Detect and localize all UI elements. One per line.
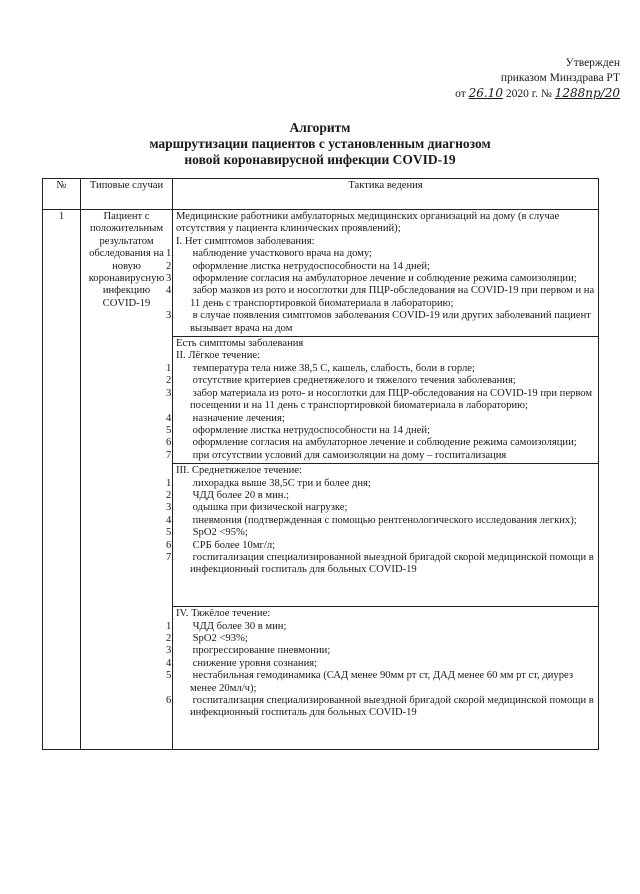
list-item bbox=[166, 489, 595, 502]
handwritten-number: 1288пр/20 bbox=[554, 86, 620, 100]
row-number: 1 bbox=[43, 210, 81, 750]
list-item-text: SpO2 <95%; bbox=[192, 527, 248, 539]
list-item bbox=[166, 670, 595, 695]
block3-heading: III. Среднетяжелое течение: bbox=[176, 465, 302, 477]
list-item-number: 4. bbox=[166, 657, 174, 669]
list-item-number: 4. bbox=[166, 514, 174, 526]
list-item bbox=[166, 412, 595, 425]
list-item-text: в случае появления симптомов заболевания COVID-19 или других заболеваний пациент вызывает врача на дом bbox=[190, 310, 591, 334]
list-item-text: пневмония (подтвержденная с помощью рентгенологического исследования легких); bbox=[192, 514, 577, 526]
list-item-number: 2. bbox=[166, 260, 174, 272]
list-item-text: прогрессирование пневмонии; bbox=[192, 645, 331, 657]
list-item bbox=[166, 551, 595, 577]
list-item-number: 1. bbox=[166, 477, 174, 489]
list-item-number: 4. bbox=[166, 412, 174, 424]
list-item-text: нестабильная гемодинамика (САД менее 90мм рт ст, ДАД менее 60 мм рт ст, диурез менее 20мл/ч); bbox=[190, 670, 574, 694]
list-item-text: отсутствие критериев среднетяжелого и тяжелого течения заболевания; bbox=[192, 375, 516, 387]
approval-line-3 bbox=[420, 86, 620, 102]
list-item-text: лихорадка выше 38,5С три и более дня; bbox=[192, 477, 371, 489]
list-item-text: ЧДД более 20 в мин.; bbox=[192, 489, 290, 501]
table-header-row bbox=[43, 179, 599, 210]
block1-heading: I. Нет симптомов заболевания: bbox=[176, 235, 315, 247]
list-item-text: забор материала из рото- и носоглотки для ПЦР-обследования на COVID-19 при первом посещении и на 11 день с транспортировкой биоматериала в лабораторию; bbox=[190, 387, 593, 412]
block2-list bbox=[166, 362, 595, 462]
list-item-number: 5. bbox=[166, 424, 174, 436]
block3-list bbox=[166, 477, 595, 577]
list-item-text: СРБ более 10мг/л; bbox=[192, 539, 276, 551]
tactic-block-no-symptoms bbox=[166, 210, 599, 337]
routing-table bbox=[42, 178, 599, 750]
list-item-text: назначение лечения; bbox=[192, 412, 285, 424]
list-item-text: забор мазков из рото и носоглотки для ПЦР-обследования на COVID-19 при первом и на 11 день с транспортировкой биоматериала в лабораторию; bbox=[190, 285, 595, 309]
block4-list bbox=[166, 620, 595, 720]
list-item-number: 2. bbox=[166, 375, 174, 387]
table-row bbox=[43, 210, 599, 337]
list-item bbox=[166, 310, 595, 335]
block1-list bbox=[166, 248, 595, 335]
list-item-number: 5. bbox=[166, 527, 174, 539]
list-item bbox=[166, 424, 595, 437]
approval-stamp bbox=[420, 56, 620, 102]
list-item bbox=[166, 514, 595, 527]
list-item-number: 5. bbox=[166, 670, 174, 682]
case-description: Пациент с положительным результатом обследования на новую коронавирусную инфекцию COVID-19 bbox=[81, 210, 173, 750]
block2-pre: Есть симптомы заболевания bbox=[176, 338, 304, 350]
list-item bbox=[166, 527, 595, 539]
list-item bbox=[166, 657, 595, 670]
block4-heading: IV. Тяжёлое течение: bbox=[176, 608, 271, 620]
list-item-number: 6. bbox=[166, 694, 174, 706]
list-item-number: 4. bbox=[166, 285, 174, 297]
list-item bbox=[166, 539, 595, 552]
list-item-number: 3. bbox=[166, 645, 174, 657]
list-item bbox=[166, 449, 595, 462]
approval-mid: 2020 г. № bbox=[505, 88, 552, 100]
list-item bbox=[166, 477, 595, 490]
list-item bbox=[166, 632, 595, 645]
list-item-text: госпитализация специализированной выездной бригадой скорой медицинской помощи в инфекционный госпиталь для больных COVID-19 bbox=[190, 551, 594, 576]
list-item bbox=[166, 387, 595, 413]
title-line-2: маршрутизации пациентов с установленным диагнозом bbox=[149, 136, 491, 151]
approval-line-2: приказом Минздрава РТ bbox=[500, 72, 620, 84]
list-item-text: SpO2 <93%; bbox=[192, 632, 248, 644]
list-item-text: наблюдение участкового врача на дому; bbox=[192, 248, 372, 260]
list-item-text: госпитализация специализированной выездной бригадой скорой медицинской помощи в инфекционный госпиталь для больных COVID-19 bbox=[190, 694, 594, 719]
list-item-number: 1. bbox=[166, 620, 174, 632]
list-item bbox=[166, 645, 595, 657]
list-item bbox=[166, 248, 595, 260]
list-item-number: 7. bbox=[166, 449, 174, 461]
list-item-text: снижение уровня сознания; bbox=[192, 657, 318, 669]
title-line-1: Алгоритм bbox=[289, 120, 351, 135]
list-item-text: оформление согласия на амбулаторное лечение и соблюдение режима самоизоляции; bbox=[192, 437, 577, 449]
block1-intro: Медицинские работники амбулаторных медицинских организаций на дому (в случае отсутствия у пациента клинических проявлений); bbox=[176, 211, 560, 235]
block2-heading: II. Лёгкое течение: bbox=[176, 350, 261, 362]
list-item bbox=[166, 437, 595, 449]
list-item-number: 3. bbox=[166, 310, 174, 322]
header-no: № bbox=[43, 179, 81, 210]
list-item-number: 1. bbox=[166, 248, 174, 260]
list-item bbox=[166, 362, 595, 375]
list-item-text: ЧДД более 30 в мин; bbox=[192, 620, 287, 632]
handwritten-date: 26.10 bbox=[468, 86, 503, 100]
list-item bbox=[166, 620, 595, 633]
list-item bbox=[166, 502, 595, 514]
list-item-text: оформление листка нетрудоспособности на 14 дней; bbox=[192, 424, 430, 436]
list-item-number: 3. bbox=[166, 502, 174, 514]
tactic-block-moderate bbox=[166, 464, 599, 607]
header-case: Типовые случаи bbox=[81, 179, 173, 210]
tactic-block-mild bbox=[166, 337, 599, 464]
list-item-text: одышка при физической нагрузке; bbox=[192, 502, 348, 514]
list-item bbox=[166, 285, 595, 310]
list-item bbox=[166, 273, 595, 285]
list-item-number: 3. bbox=[166, 387, 174, 399]
list-item-number: 3. bbox=[166, 273, 174, 285]
list-item-number: 6. bbox=[166, 437, 174, 449]
list-item-text: оформление листка нетрудоспособности на 14 дней; bbox=[192, 260, 430, 272]
list-item-number: 2. bbox=[166, 632, 174, 644]
title-line-3: новой коронавирусной инфекции COVID-19 bbox=[184, 152, 456, 167]
list-item-number: 1. bbox=[166, 362, 174, 374]
list-item-text: температура тела ниже 38,5 С, кашель, слабость, боли в горле; bbox=[192, 362, 475, 374]
list-item-number: 7. bbox=[166, 551, 174, 563]
list-item bbox=[166, 375, 595, 387]
list-item-number: 6. bbox=[166, 539, 174, 551]
list-item bbox=[166, 694, 595, 720]
document-title bbox=[0, 120, 640, 168]
list-item-text: при отсутствии условий для самоизоляции на дому – госпитализация bbox=[192, 449, 507, 461]
header-tactic: Тактика ведения bbox=[173, 179, 599, 210]
list-item-text: оформление согласия на амбулаторное лечение и соблюдение режима самоизоляции; bbox=[192, 273, 577, 285]
list-item-number: 2. bbox=[166, 489, 174, 501]
tactic-block-severe bbox=[166, 607, 599, 750]
list-item bbox=[166, 260, 595, 273]
approval-prefix: от bbox=[455, 88, 466, 100]
approval-line-1: Утвержден bbox=[565, 57, 620, 69]
